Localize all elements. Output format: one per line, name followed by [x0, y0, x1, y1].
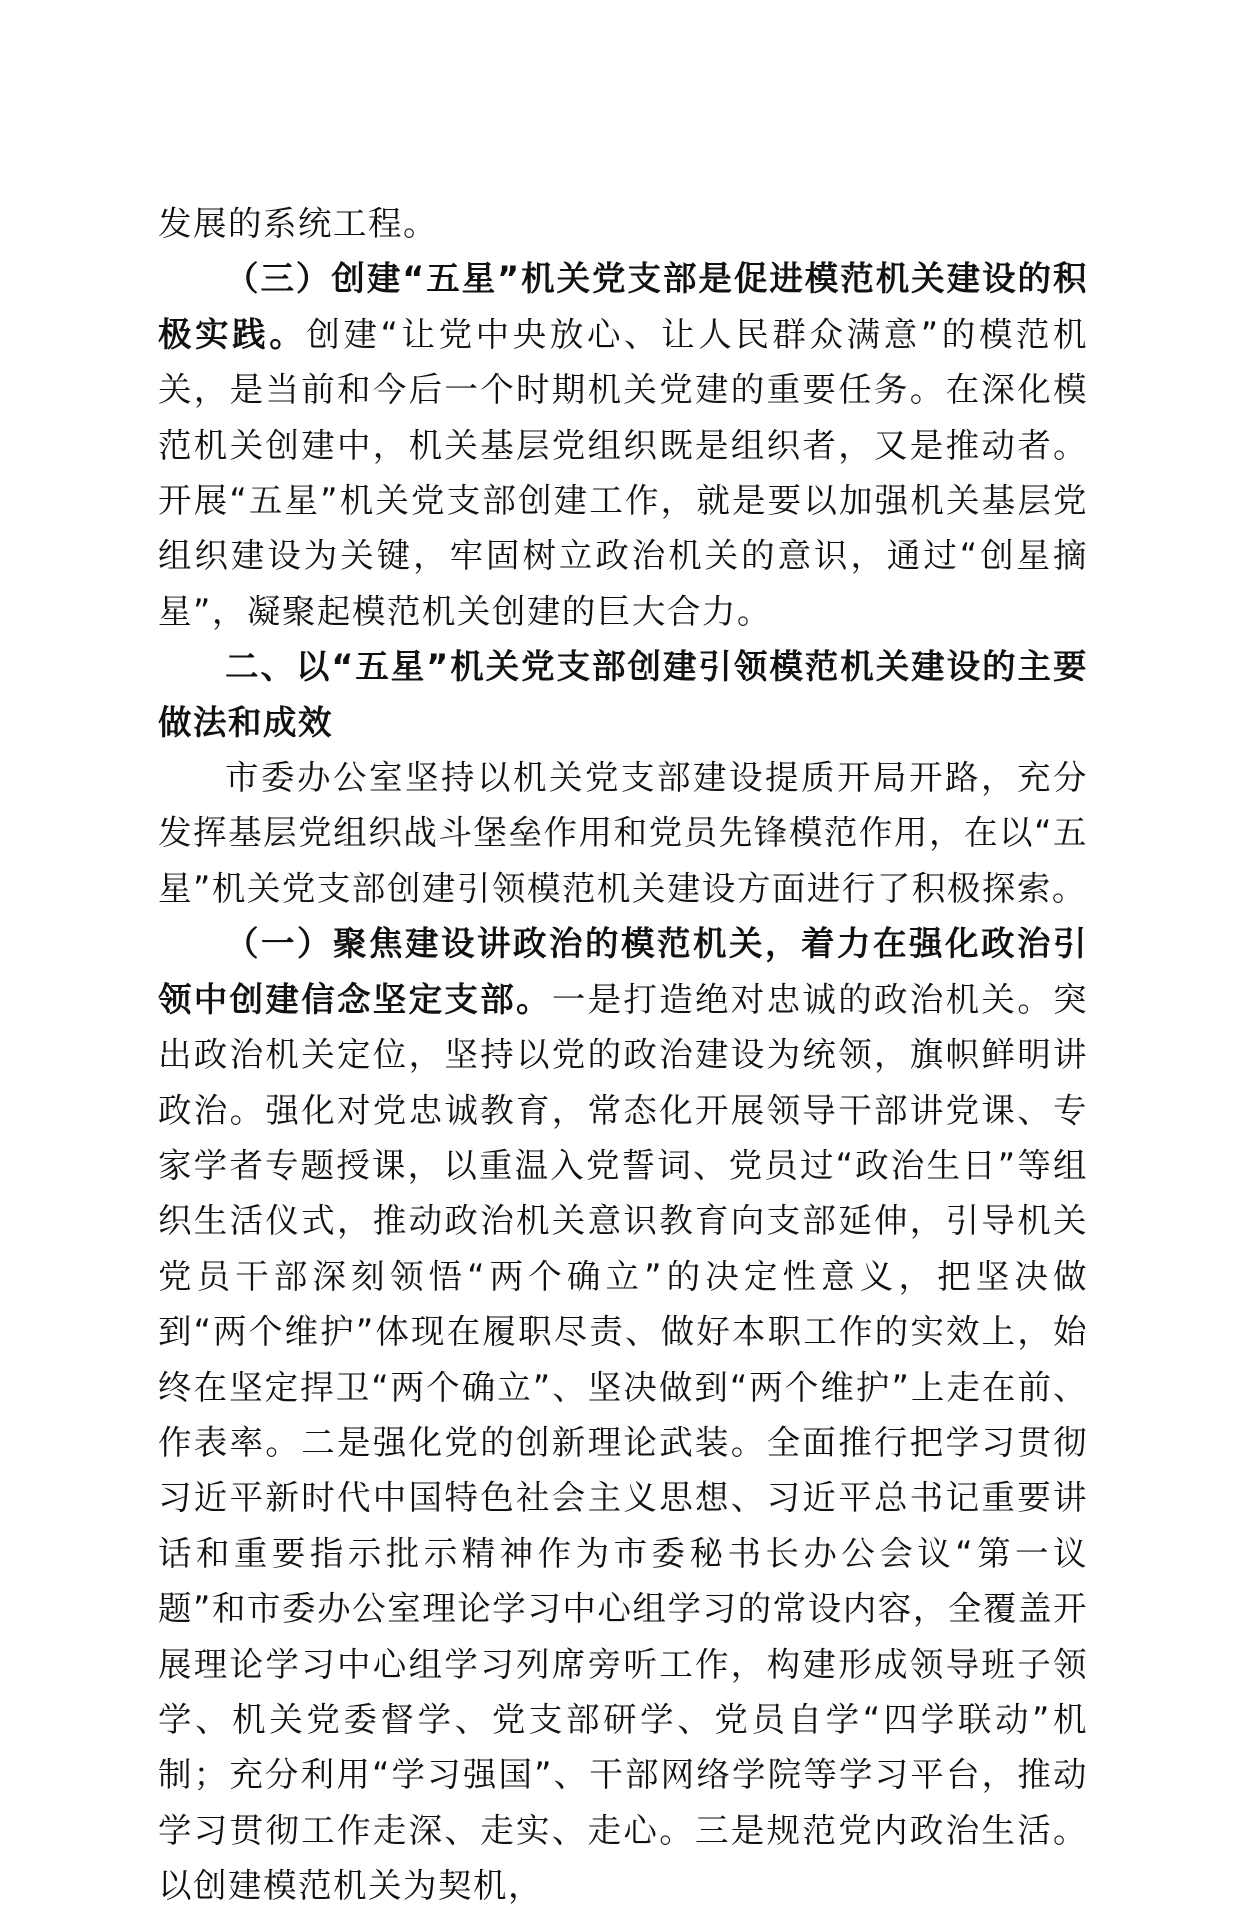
heading-text: 二、以“五星”机关党支部创建引领模范机关建设的主要做法和成效	[158, 647, 1088, 742]
paragraph-lead-sentence: （一）聚焦建设讲政治的模范机关，着力在强化政治引领中创建信念坚定支部。	[158, 924, 1088, 1019]
paragraph-text: 创建“让党中央放心、让人民群众满意”的模范机关，是当前和今后一个时期机关党建的重要任务。在深化模范机关创建中，机关基层党组织既是组织者，又是推动者。开展“五星”机关党支部创建工作，就是要以加强机关基层党组织建设为关键，牢固树立政治机关的意识，通过“创星摘星”，凝聚起模范机关创建的巨大合力。	[158, 314, 1089, 631]
section-heading-two	[158, 639, 1088, 750]
paragraph-lead-sentence: （三）创建“五星”机关党支部是促进模范机关建设的积极实践。	[158, 259, 1088, 354]
paragraph-subsection-one	[158, 916, 1088, 1913]
paragraph-section-three	[158, 251, 1088, 639]
paragraph-text: 一是打造绝对忠诚的政治机关。突出政治机关定位，坚持以党的政治建设为统领，旗帜鲜明讲政治。强化对党忠诚教育，常态化开展领导干部讲党课、专家学者专题授课，以重温入党誓词、党员过“政治生日”等组织生活仪式，推动政治机关意识教育向支部延伸，引导机关党员干部深刻领悟“两个确立”的决定性意义，把坚决做到“两个维护”体现在履职尽责、做好本职工作的实效上，始终在坚定捍卫“两个确立”、坚决做到“两个维护”上走在前、作表率。二是强化党的创新理论武装。全面推行把学习贯彻习近平新时代中国特色社会主义思想、习近平总书记重要讲话和重要指示批示精神作为市委秘书长办公会议“第一议题”和市委办公室理论学习中心组学习的常设内容，全覆盖开展理论学习中心组学习列席旁听工作，构建形成领导班子领学、机关党委督学、党支部研学、党员自学“四学联动”机制；充分利用“学习强国”、干部网络学院等学习平台，推动学习贯彻工作走深、走实、走心。三是规范党内政治生活。以创建模范机关为契机，	[158, 979, 1089, 1906]
paragraph-text: 市委办公室坚持以机关党支部建设提质开局开路，充分发挥基层党组织战斗堡垒作用和党员先锋模范作用，在以“五星”机关党支部创建引领模范机关建设方面进行了积极探索。	[158, 758, 1088, 908]
paragraph-text: 发展的系统工程。	[158, 204, 438, 243]
paragraph-continuation	[158, 196, 1088, 251]
paragraph-intro	[158, 750, 1088, 916]
document-body	[158, 196, 1088, 1914]
